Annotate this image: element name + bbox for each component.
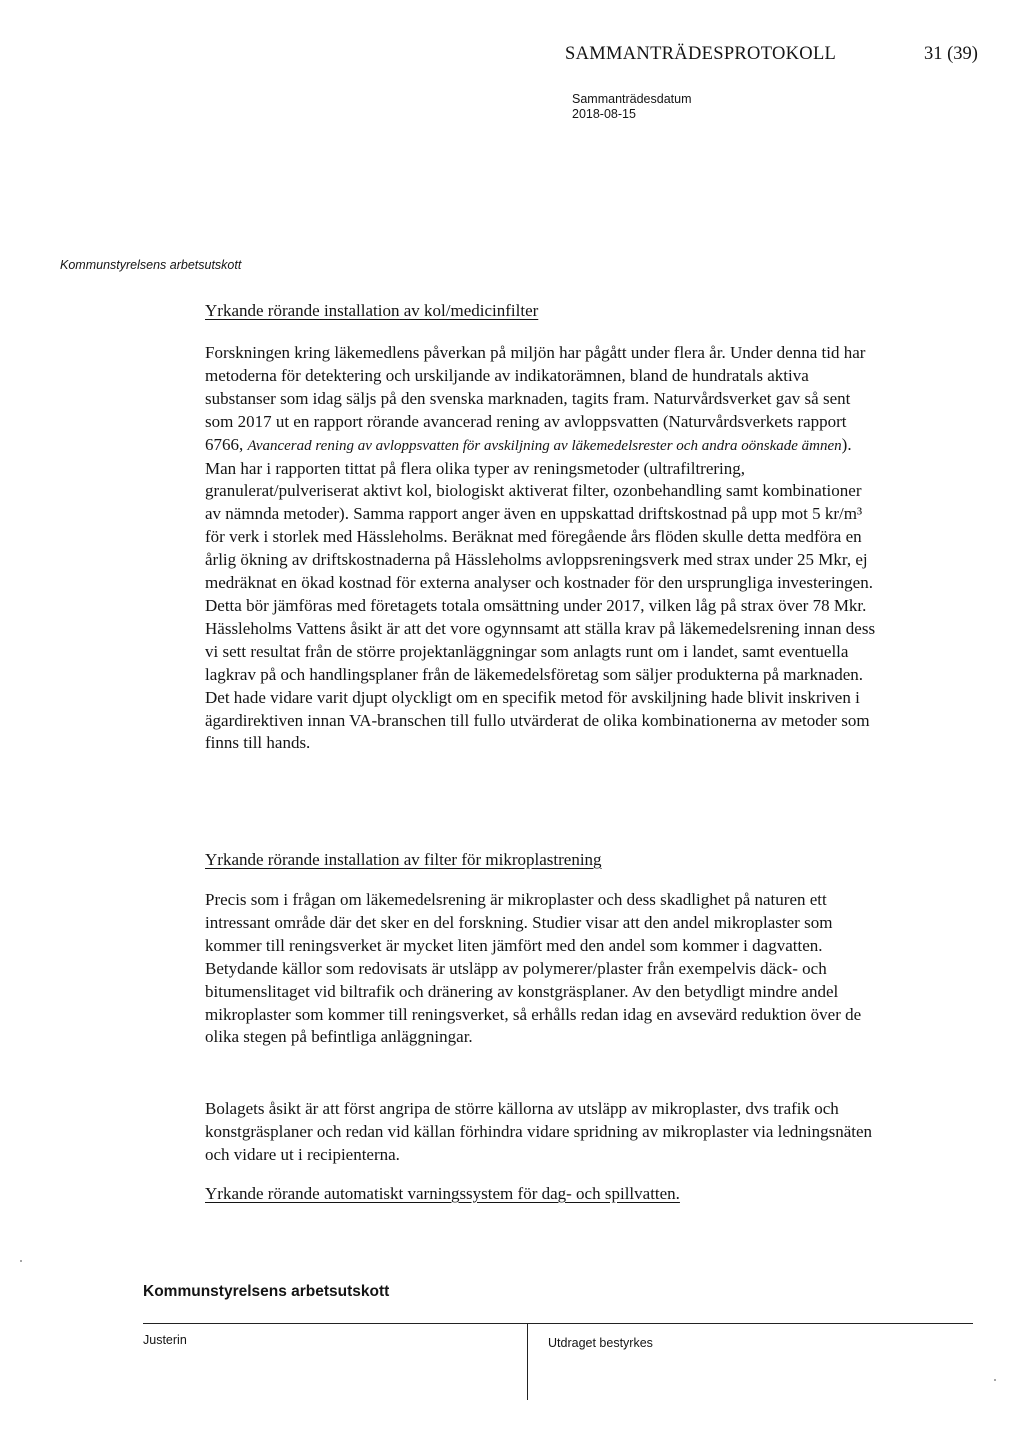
paragraph-kol-filter — [205, 342, 877, 755]
heading-kol-filter: Yrkande rörande installation av kol/medicinfilter — [205, 301, 539, 320]
report-title: Avancerad rening av avloppsvatten för avskiljning av läkemedelsrester och andra oönskade ämnen — [247, 437, 842, 454]
paragraph-kol-text-2: ). Man har i rapporten tittat på flera olika typer av reningsmetoder (ultrafiltrering, granulerat/pulveriserat aktivt kol, biologiskt aktiverat filter, ozonbehandling samt kombinationer av nämnda metoder). Samma rapport anger även en uppskattad driftskostnad på upp mot 5 kr/m³ för verk i storlek med Hässleholms. Beräknat med föregående års flöden skulle detta medföra en årlig ökning av driftskostnaderna på Hässleholms avloppsreningsverk med strax under 25 Mkr, ej medräknat en ökad kostnad för externa analyser och kostnader för den ursprungliga investeringen. Detta bör jämföras med företagets totala omsättning under 2017, vilken låg på strax över 78 Mkr. Hässleholms Vattens åsikt är att det vore ogynnsamt att ställa krav på läkemedelsrening innan dess vi sett resultat från de större projektanläggningar som anlagts runt om i landet, samt eventuella lagkrav på och handlingsplaner från de läkemedelsföretag som säljer produkterna på marknaden. Det hade vidare varit djupt olyckligt om en specifik metod för avskiljning hade blivit inskriven i ägardirektiven innan VA-branschen till fullo utvärderat de olika kombinationerna av metoder som finns till hands. — [205, 434, 876, 753]
paragraph-mikroplast-1: Precis som i frågan om läkemedelsrening är mikroplaster och dess skadlighet på naturen ett intressant område där det sker en del forskning. Studier visar att den andel mikroplaster som kommer till reningsverket är mycket liten jämfört med den andel som kommer i dagvatten. Betydande källor som redovisats är utsläpp av polymerer/plaster från exempelvis däck- och bitumenslitaget vid biltrafik och dränering av konstgräsplaner. Av den betydligt mindre andel mikroplaster som kommer till reningsverket, så erhålls redan idag en avsevärd reduktion över de olika stegen på befintliga anläggningar. — [205, 890, 862, 1047]
page-number: 31 (39) — [924, 44, 978, 64]
protocol-title: SAMMANTRÄDESPROTOKOLL — [565, 44, 837, 64]
meeting-date: 2018-08-15 — [572, 107, 636, 121]
scan-dot — [20, 1260, 22, 1262]
meeting-date-label: Sammanträdesdatum — [572, 92, 692, 106]
footer-divider — [143, 1323, 973, 1324]
organization-name: Kommunstyrelsens arbetsutskott — [60, 258, 242, 272]
footer-column-divider — [527, 1323, 528, 1400]
footer-justerin-label: Justerin — [143, 1333, 187, 1347]
heading-mikroplast: Yrkande rörande installation av filter för mikroplastrening — [205, 850, 602, 869]
scan-dot — [994, 1379, 996, 1381]
paragraph-kol-text-1: Forskningen kring läkemedlens påverkan på miljön har pågått under flera år. Under denna tid har metoderna för detektering och urskiljande av indikatorämnen, bland de hundratals aktiva substanser som idag säljs på den svenska marknaden, tagits fram. Naturvårdsverket gav så sent som 2017 ut en rapport rörande avancerad rening av avloppsvatten (Naturvårdsverkets rapport 6766, — [205, 343, 866, 454]
paragraph-mikroplast-2: Bolagets åsikt är att först angripa de större källorna av utsläpp av mikroplaster, dvs trafik och konstgräsplaner och redan vid källan förhindra vidare spridning av mikroplaster via ledningsnäten och vidare ut i recipienterna. — [205, 1099, 873, 1164]
heading-varningssystem: Yrkande rörande automatiskt varningssystem för dag- och spillvatten. — [205, 1184, 680, 1203]
footer-utdraget-label: Utdraget bestyrkes — [548, 1336, 653, 1350]
footer-organization: Kommunstyrelsens arbetsutskott — [143, 1283, 390, 1300]
